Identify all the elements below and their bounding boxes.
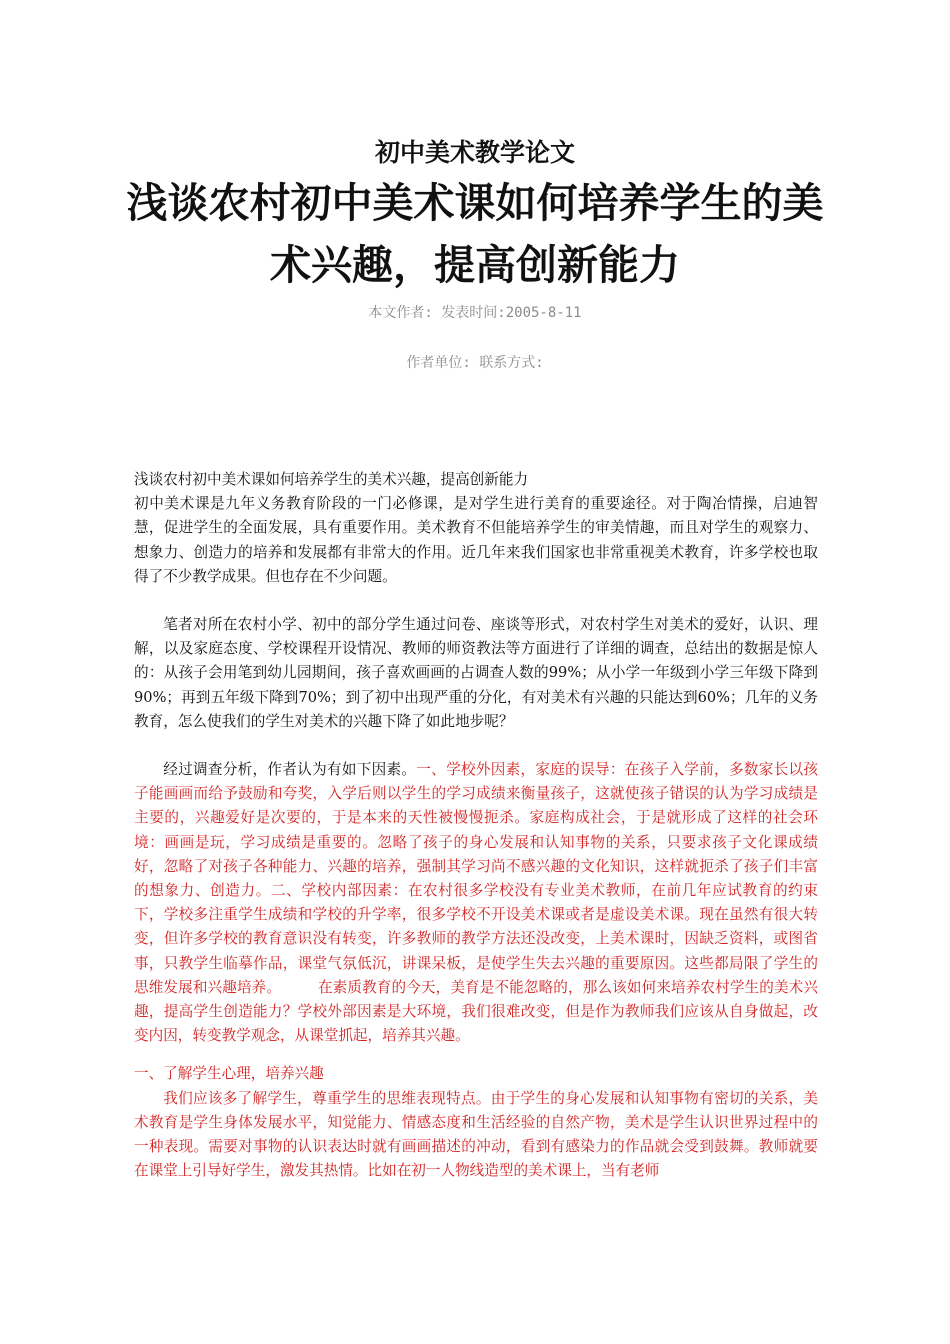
article-paragraph: 初中美术课是九年义务教育阶段的一门必修课，是对学生进行美育的重要途径。对于陶冶情操，启迪智慧，促进学生的全面发展，具有重要作用。美术教育不但能培养学生的审美情趣，而且对学生的观察力、想象力、创造力的培养和发展都有非常大的作用。近几年来我们国家也非常重视美术教育，许多学校也取得了不少教学成果。但也存在不少问题。 [134,495,818,585]
meta-author-date: 本文作者: 发表时间:2005-8-11 [368,305,582,321]
title-line-1: 浅谈农村初中美术课如何培养学生的美 [126,179,824,227]
paragraph-gap [134,734,818,758]
article-paragraph: 我们应该多了解学生，尊重学生的思维表现特点。由于学生的身心发展和认知事物有密切的关系，美术教育是学生身体发展水平，知觉能力、情感态度和生活经验的自然产物，美术是学生认识世界过程中的一种表现。需要对事物的认识表达时就有画画描述的冲动，看到有感染力的作品就会受到鼓舞。教师就要在课堂上引导好学生，激发其热情。比如在初一人物线造型的美术课上，当有老师 [134,1089,818,1180]
meta-unit-contact: 作者单位: 联系方式: [406,355,544,371]
article-repeat-title: 浅谈农村初中美术课如何培养学生的美术兴趣，提高创新能力 [134,471,529,488]
document-title [95,172,855,296]
section-heading: 一、了解学生心理，培养兴趣 [134,1065,324,1083]
article-paragraph: 笔者对所在农村小学、初中的部分学生通过问卷、座谈等形式，对农村学生对美术的爱好，认识、理解，以及家庭态度、学校课程开设情况、教师的师资教法等方面进行了详细的调查，总结出的数据是惊人的：从孩子会用笔到幼儿园期间，孩子喜欢画画的占调查人数的99%；从小学一年级到小学三年级下降到90%；再到五年级下降到70%；到了初中出现严重的分化，有对美术有兴趣的只能达到60%；几年的义务教育，怎么使我们的学生对美术的兴趣下降了如此地步呢？ [134,616,818,730]
document-kicker: 初中美术教学论文 [374,138,575,167]
paragraph-lead: 经过调查分析，作者认为有如下因素。 [163,761,417,779]
title-line-2: 术兴趣，提高创新能力 [270,241,680,289]
paragraph-gap [134,589,818,613]
article-body [134,468,818,1183]
article-paragraph [134,758,818,1048]
highlighted-text: 一、学校外因素，家庭的误导：在孩子入学前，多数家长以孩子能画画而给予鼓励和夸奖，入学后则以学生的学习成绩来衡量孩子，这就使孩子错误的认为学习成绩是主要的，兴趣爱好是次要的，于是本来的天性被慢慢扼杀。家庭构成社会，于是就形成了这样的社会环境：画画是玩，学习成绩是重要的。忽略了孩子的身心发展和认知事物的关系，只要求孩子文化课成绩好，忽略了对孩子各种能力、兴趣的培养，强制其学习尚不感兴趣的文化知识，这样就扼杀了孩子们丰富的想象力、创造力。二、学校内部因素：在农村很多学校没有专业美术教师，在前几年应试教育的约束下，学校多注重学生成绩和学校的升学率，很多学校不开设美术课或者是虚设美术课。现在虽然有很大转变，但许多学校的教育意识没有转变，许多教师的教学方法还没改变，上美术课时，因缺乏资料，或图省事，只教学生临摹作品，课堂气氛低沉，讲课呆板，是使学生失去兴趣的重要原因。这些都局限了学生的思维发展和兴趣培养。 在素质教育的今天，美育是不能忽略的，那么该如何来培养农村学生的美术兴趣，提高学生创造能力？学校外部因素是大环境，我们很难改变，但是作为教师我们应该从自身做起，改变内因，转变教学观念，从课堂抓起，培养其兴趣。 [134,761,818,1045]
